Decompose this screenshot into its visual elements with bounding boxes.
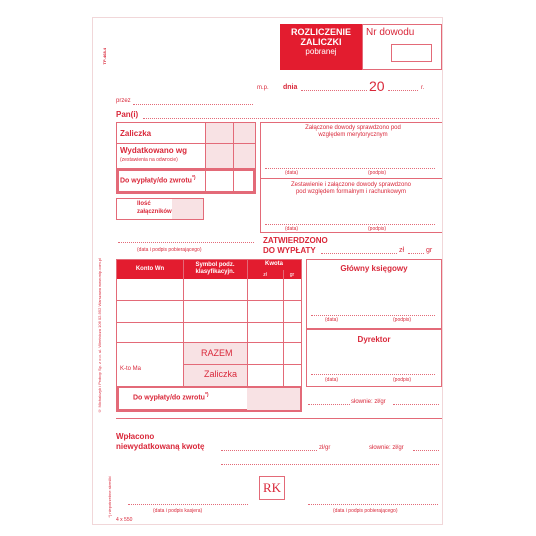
bottom-separator bbox=[116, 418, 442, 419]
merit-check-1: Załączone dowody sprawdzono pod bbox=[305, 125, 401, 131]
year-prefix: 20 bbox=[369, 78, 385, 94]
print-code: 4 x 550 bbox=[116, 517, 133, 523]
cashier-signature-label: (data i podpis kasjera) bbox=[153, 508, 203, 514]
konto-header: Konto Wn bbox=[135, 266, 165, 272]
przez-label: przez bbox=[116, 98, 131, 104]
table-do-wyplaty-text: Do wypłaty/do zwrotu bbox=[133, 394, 205, 402]
form-code: TP-468.4 bbox=[102, 48, 107, 65]
formal-date-label: (data) bbox=[285, 226, 299, 232]
title-line2: ZALICZKI bbox=[300, 37, 342, 47]
symbol-header-1: Symbol podz. bbox=[195, 262, 235, 268]
recipient-final-signature-field[interactable] bbox=[308, 504, 438, 505]
director-signature[interactable] bbox=[311, 374, 435, 375]
pan-field[interactable] bbox=[143, 118, 439, 119]
title-line1: ROZLICZENIE bbox=[291, 27, 351, 37]
merit-date-label: (data) bbox=[285, 170, 299, 176]
expense-advance-form bbox=[93, 18, 442, 524]
symbol-header-2: klasyfikacyjn. bbox=[195, 269, 235, 275]
do-wyplaty-label bbox=[120, 175, 196, 184]
zaliczka-label: Zaliczka bbox=[120, 129, 152, 138]
wydatkowano-label: Wydatkowano wg bbox=[120, 146, 187, 155]
table-col-line-3 bbox=[283, 270, 284, 386]
wplacono-amount-field[interactable] bbox=[221, 450, 317, 451]
wplacono-words-field-2[interactable] bbox=[221, 464, 439, 465]
wplacono-label-2: niewydatkowaną kwotę bbox=[116, 442, 205, 451]
cashier-signature-field[interactable] bbox=[128, 504, 248, 505]
date-label: dnia bbox=[283, 84, 298, 91]
verify-mid-line bbox=[260, 178, 442, 179]
table-footnote-mark: *) bbox=[204, 392, 209, 398]
wplacono-zlgr-label: zł/gr bbox=[319, 445, 331, 451]
footnote: *) niepotrzebne skreślić bbox=[107, 476, 112, 518]
przez-field[interactable] bbox=[133, 104, 253, 105]
merit-signature-label: (podpis) bbox=[368, 170, 387, 176]
recipient-signature-field[interactable] bbox=[118, 242, 254, 243]
verify-top-line bbox=[260, 122, 442, 123]
kwota-header: Kwota bbox=[265, 261, 283, 267]
approval-amount-gr-field[interactable] bbox=[408, 253, 424, 254]
approval-gr-label: gr bbox=[426, 247, 433, 254]
table-zaliczka-label: Zaliczka bbox=[204, 369, 238, 379]
approval-words-field[interactable] bbox=[308, 404, 350, 405]
document-number-field[interactable] bbox=[391, 44, 432, 62]
director-date-label: (data) bbox=[325, 377, 339, 383]
table-row-line-1 bbox=[117, 300, 301, 301]
do-wyplaty-text: Do wypłaty/do zwrotu bbox=[120, 177, 192, 185]
recipient-signature-label: (data i podpis pobierającego) bbox=[137, 247, 202, 253]
verify-left-line bbox=[260, 122, 261, 232]
table-row-line-2 bbox=[117, 322, 301, 323]
wplacono-label-1: Wpłacono bbox=[116, 432, 155, 441]
title-block bbox=[280, 24, 362, 70]
director-signature-label: (podpis) bbox=[393, 377, 412, 383]
table-do-wyplaty-label bbox=[133, 392, 209, 401]
footnote-mark: *) bbox=[191, 175, 196, 181]
approval-words-field-2[interactable] bbox=[393, 404, 439, 405]
formal-check-2: pod względem formalnym i rachunkowym bbox=[295, 189, 407, 195]
summary-amount-column bbox=[205, 123, 255, 168]
recipient-final-signature-label: (data i podpis pobierającego) bbox=[333, 508, 398, 514]
zalacznikow-label: załączników bbox=[137, 209, 172, 215]
director-label: Dyrektor bbox=[357, 335, 391, 344]
title-line3: pobranej bbox=[305, 47, 337, 56]
attachments-field[interactable] bbox=[172, 199, 203, 219]
kwota-gr-header: gr bbox=[289, 272, 295, 278]
chief-signature-label: (podpis) bbox=[393, 317, 412, 323]
approval-zl-label: zł bbox=[399, 247, 405, 254]
verify-bottom-line bbox=[260, 232, 442, 233]
nr-dowodu-label: Nr dowodu bbox=[366, 27, 415, 38]
stamp-label: m.p. bbox=[257, 85, 269, 91]
formal-signature-field[interactable] bbox=[265, 224, 435, 225]
approval-amount-zl-field[interactable] bbox=[321, 253, 397, 254]
date-field[interactable] bbox=[301, 90, 367, 91]
kwota-zl-header: zł bbox=[263, 272, 267, 278]
chief-date-label: (data) bbox=[325, 317, 339, 323]
year-field[interactable] bbox=[388, 90, 418, 91]
publisher-side-text: © Michalczyk i Prokop Sp. z o.o. ul. Wiertnicza 106 02-952 Warszawa www.mip.com.pl bbox=[97, 258, 102, 414]
formal-check-1: Zestawienie i załączone dowody sprawdzono bbox=[290, 182, 412, 188]
pan-label: Pan(i) bbox=[116, 110, 139, 119]
approval-do-wyplaty-label: DO WYPŁATY bbox=[263, 246, 316, 255]
merit-check-2: względem merytorycznym bbox=[318, 132, 388, 138]
chief-accountant-label: Główny księgowy bbox=[340, 264, 408, 273]
merit-signature-field[interactable] bbox=[265, 168, 435, 169]
table-do-wyplaty-amount[interactable] bbox=[247, 388, 300, 410]
table-col-line-2 bbox=[247, 260, 248, 386]
zatwierdzono-label: ZATWIERDZONO bbox=[263, 236, 328, 245]
formal-signature-label: (podpis) bbox=[368, 226, 387, 232]
zestawienia-label: (zestawienia na odwrocie) bbox=[120, 157, 178, 163]
table-row-line-4 bbox=[184, 364, 301, 365]
kto-ma-label: K-to Ma bbox=[120, 366, 142, 372]
approval-words-label: słownie: zł/gr bbox=[351, 399, 386, 405]
row-sep-1 bbox=[117, 143, 255, 144]
year-suffix: r. bbox=[421, 85, 425, 91]
wplacono-words-label: słownie: zł/gr bbox=[369, 445, 404, 451]
chief-accountant-signature[interactable] bbox=[311, 315, 435, 316]
wplacono-words-field[interactable] bbox=[413, 450, 439, 451]
rk-logo: RK bbox=[259, 476, 285, 500]
ilosc-label: Ilość bbox=[137, 201, 151, 207]
razem-label: RAZEM bbox=[201, 348, 233, 358]
